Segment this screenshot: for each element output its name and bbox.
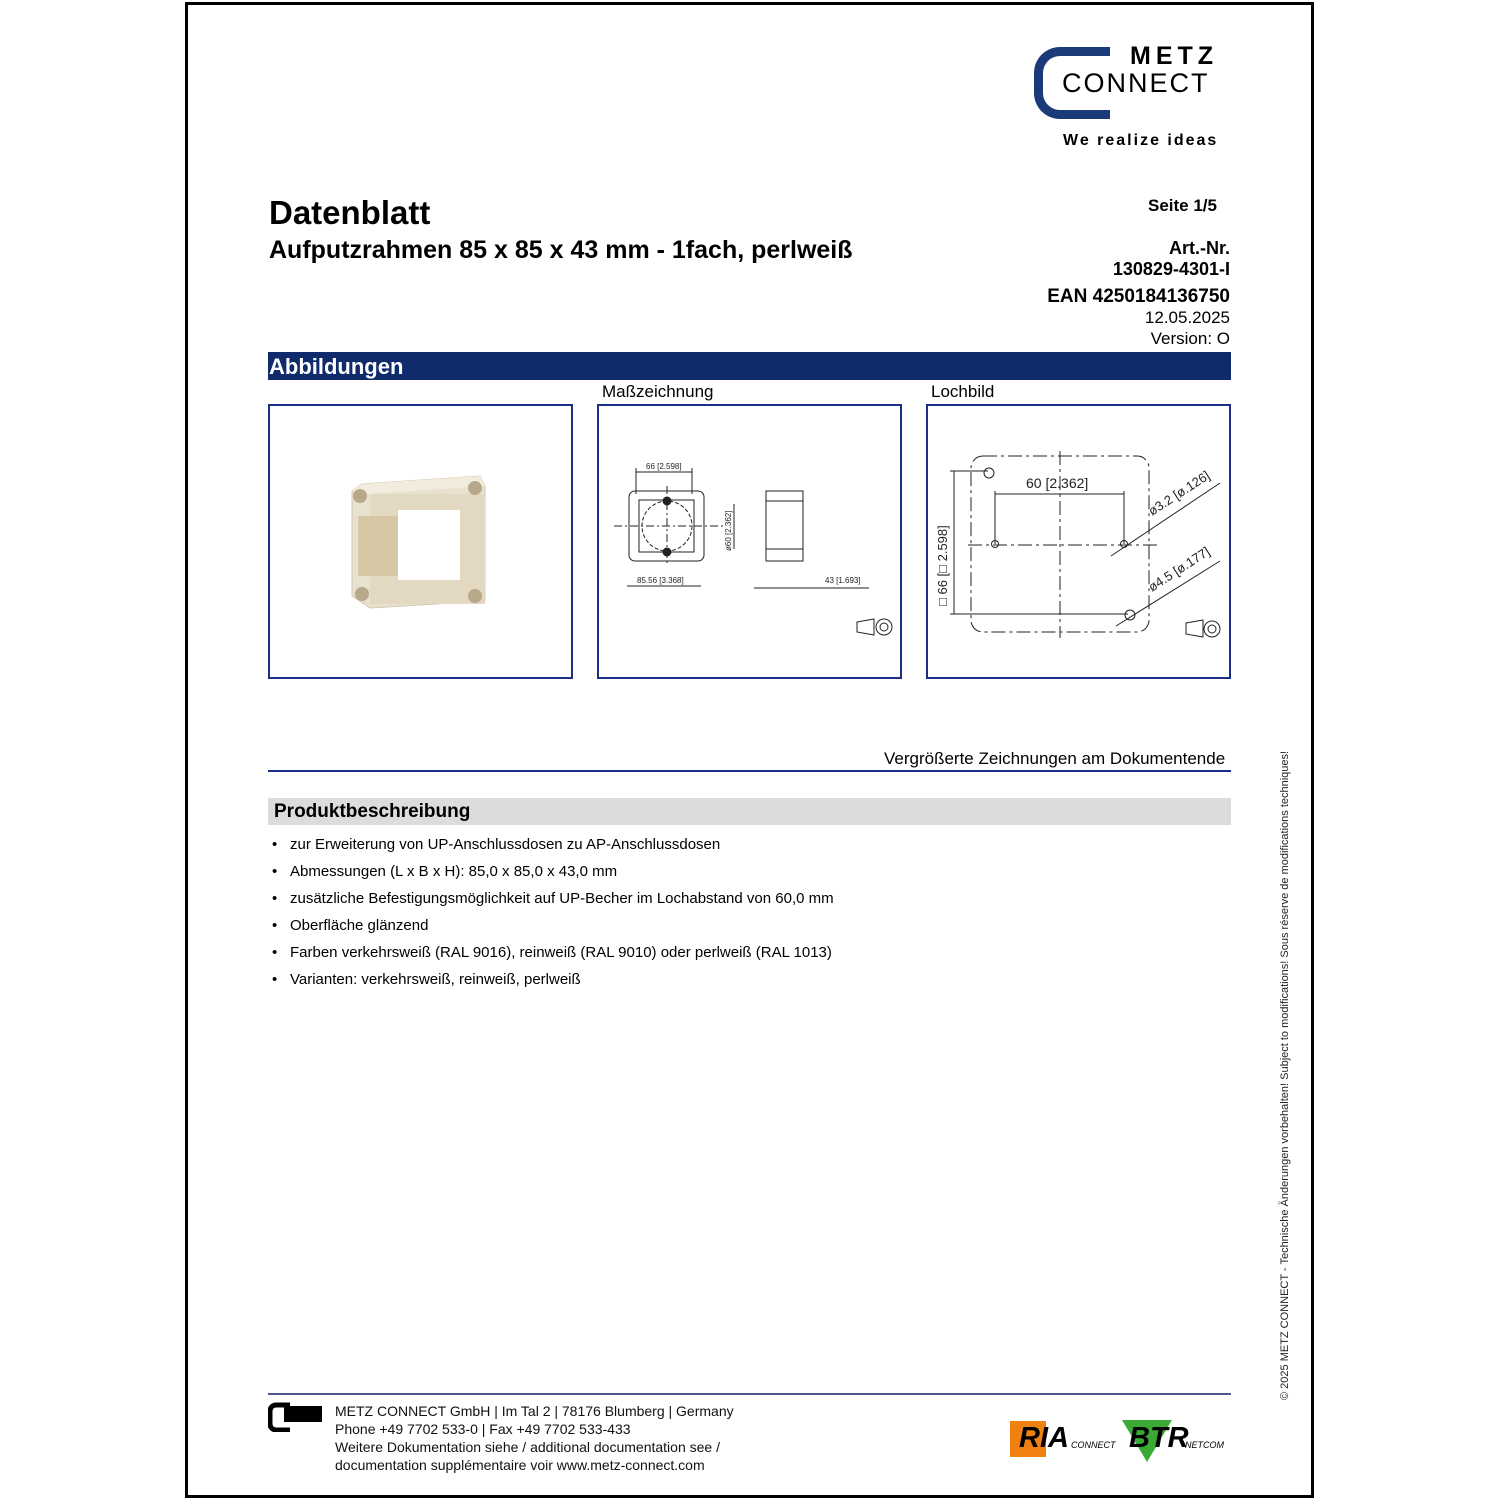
list-item: • Varianten: verkehrsweiß, reinweiß, perlweiß bbox=[272, 971, 834, 998]
dim-depth: 43 [1.693] bbox=[825, 576, 861, 585]
list-item: • Oberfläche glänzend bbox=[272, 917, 834, 944]
ean: EAN 4250184136750 bbox=[1047, 286, 1230, 307]
page-number: Seite 1/5 bbox=[1148, 196, 1217, 215]
logo-connect: CONNECT bbox=[1062, 68, 1210, 98]
art-number: 130829-4301-I bbox=[1112, 259, 1230, 279]
product-image bbox=[270, 406, 571, 677]
section-abbildungen: Abbildungen bbox=[268, 352, 1231, 380]
enlarged-drawings-note: Vergrößerte Zeichnungen am Dokumentende bbox=[884, 749, 1226, 768]
section-produktbeschreibung: Produktbeschreibung bbox=[268, 798, 1231, 825]
footer-line2: Phone +49 7702 533-0 | Fax +49 7702 533-433 bbox=[335, 1421, 631, 1437]
list-item: • zur Erweiterung von UP-Anschlussdosen zu AP-Anschlussdosen bbox=[272, 836, 834, 863]
dim-width-top: 66 [2.598] bbox=[646, 462, 682, 471]
description-list bbox=[272, 836, 834, 998]
hole-square-label: □ 66 [□ 2.598] bbox=[935, 525, 950, 606]
btr-logo-sub: NETCOM bbox=[1185, 1440, 1224, 1450]
ria-logo: RIA bbox=[1019, 1422, 1069, 1454]
version: Version: O bbox=[1150, 329, 1230, 348]
dim-hole-distance: ø60 [2.362] bbox=[724, 510, 733, 551]
copyright-side-note: © 2025 METZ CONNECT - Technische Änderungen vorbehalten! Subject to modifications! Sous réserve de modifications techniques! bbox=[1279, 750, 1291, 1400]
hole-large-label: ø4.5 [ø.177] bbox=[1145, 543, 1213, 595]
footer-line4: documentation supplémentaire voir www.metz-connect.com bbox=[335, 1457, 705, 1473]
divider bbox=[268, 770, 1231, 772]
hole-spacing-label: 60 [2.362] bbox=[1026, 475, 1089, 491]
ria-logo-sub: CONNECT bbox=[1071, 1440, 1116, 1450]
hole-small-label: ø3.2 [ø.126] bbox=[1145, 467, 1213, 519]
page-title: Datenblatt bbox=[269, 194, 431, 231]
footer-address bbox=[335, 1402, 734, 1474]
footer-line1: METZ CONNECT GmbH | Im Tal 2 | 78176 Blumberg | Germany bbox=[335, 1403, 734, 1419]
footer-logo-icon bbox=[268, 1402, 324, 1432]
product-title: Aufputzrahmen 85 x 85 x 43 mm - 1fach, perlweiß bbox=[269, 236, 853, 264]
dimension-drawing bbox=[597, 404, 902, 679]
hole-pattern-svg bbox=[928, 406, 1229, 677]
logo-metz: METZ bbox=[1130, 42, 1219, 70]
footer-line3: Weitere Dokumentation siehe / additional documentation see / bbox=[335, 1439, 720, 1455]
list-item: • Abmessungen (L x B x H): 85,0 x 85,0 x 43,0 mm bbox=[272, 863, 834, 890]
caption-hole-pattern: Lochbild bbox=[931, 382, 995, 401]
dim-width-bottom: 85.56 [3.368] bbox=[637, 576, 684, 585]
dimension-drawing-svg bbox=[599, 406, 900, 677]
hole-pattern-drawing bbox=[926, 404, 1231, 679]
art-label: Art.-Nr. bbox=[1168, 238, 1230, 258]
footer-divider bbox=[268, 1393, 1231, 1395]
caption-dimension-drawing: Maßzeichnung bbox=[602, 382, 714, 401]
date: 12.05.2025 bbox=[1144, 308, 1230, 327]
list-item: • zusätzliche Befestigungsmöglichkeit auf UP-Becher im Lochabstand von 60,0 mm bbox=[272, 890, 834, 917]
btr-logo: BTR bbox=[1129, 1422, 1189, 1454]
logo-tagline: We realize ideas bbox=[1063, 132, 1219, 149]
list-item: • Farben verkehrsweiß (RAL 9016), reinweiß (RAL 9010) oder perlweiß (RAL 1013) bbox=[272, 944, 834, 971]
product-photo bbox=[268, 404, 573, 679]
